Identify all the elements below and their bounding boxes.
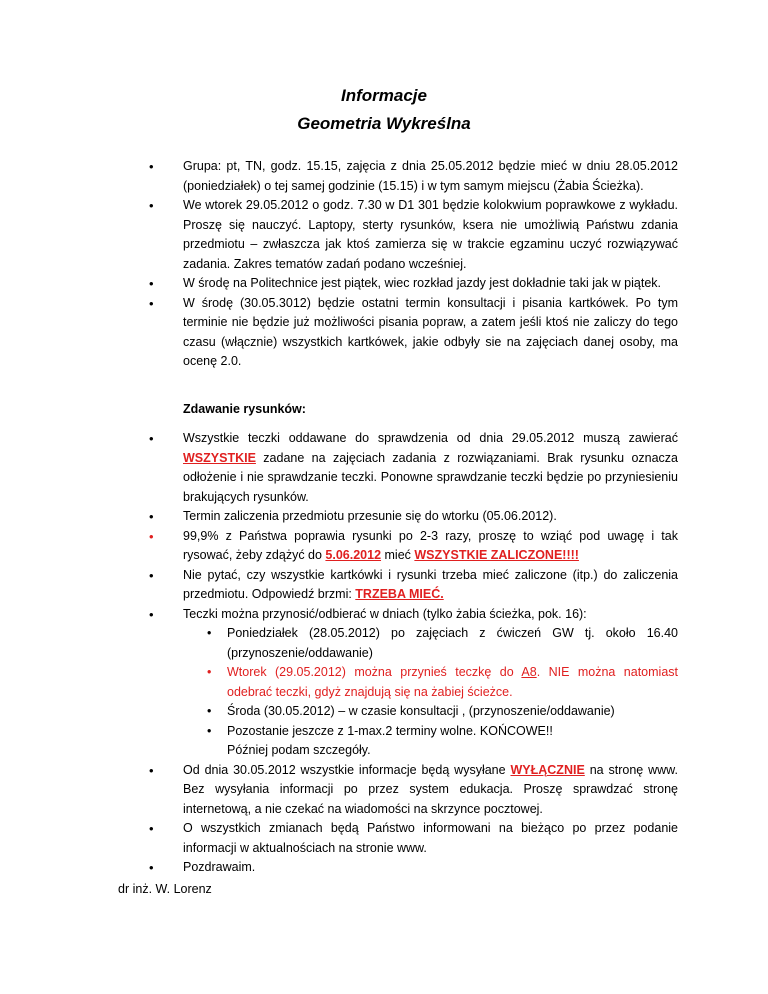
highlight-text: WSZYSTKIE ZALICZONE!!!! — [414, 548, 579, 562]
list-item: • W środę na Politechnice jest piątek, wiec rozkład jazdy jest dokładnie taki jak w piątek. — [0, 274, 768, 294]
drawings-list — [0, 429, 768, 878]
highlight-text: TRZEBA MIEĆ. — [355, 587, 444, 601]
list-item: • Wszystkie teczki oddawane do sprawdzenia od dnia 29.05.2012 muszą zawierać WSZYSTKIE zadane na zajęciach zadania z rozwiązaniami. Brak rysunku oznacza odłożenie i nie sprawdzanie teczki. Ponowne sprawdzanie teczki będzie po przyniesieniu brakujących rysunków. — [0, 429, 768, 507]
highlight-text: WYŁĄCZNIE — [510, 762, 585, 777]
highlight-text: WSZYSTKIE — [183, 450, 256, 465]
sub-list — [183, 624, 678, 761]
sub-list-item: • Pozostanie jeszcze z 1-max.2 terminy wolne. KOŃCOWE!! Później podam szczegóły. — [183, 722, 678, 761]
page-subtitle: Geometria Wykreślna — [297, 114, 471, 133]
signature: dr inż. W. Lorenz — [118, 882, 212, 896]
sub-list-item: • Środa (30.05.2012) – w czasie konsultacji , (przynoszenie/oddawanie) — [183, 702, 678, 722]
sub-list-item: • Poniedziałek (28.05.2012) po zajęciach z ćwiczeń GW tj. około 16.40 (przynoszenie/oddawanie) — [183, 624, 678, 663]
list-item: • Pozdrawaim. — [0, 858, 768, 878]
list-item: • Grupa: pt, TN, godz. 15.15, zajęcia z dnia 25.05.2012 będzie mieć w dniu 28.05.2012 (poniedziałek) o tej samej godzinie (15.15) i w tym samym miejscu (Żabia Ścieżka). — [0, 157, 768, 196]
list-item: • Od dnia 30.05.2012 wszystkie informacje będą wysyłane WYŁĄCZNIE na stronę www. Bez wysyłania informacji po przez system edukacja. Proszę sprawdzać stronę internetową, a nie czekać na wiadomości na skrzynce pocztowej. — [0, 761, 768, 820]
list-item: • O wszystkich zmianach będą Państwo informowani na bieżąco po przez podanie informacji w aktualnościach na stronie www. — [0, 819, 768, 858]
list-item: • We wtorek 29.05.2012 o godz. 7.30 w D1 301 będzie kolokwium poprawkowe z wykładu. Proszę się nauczyć. Laptopy, sterty rysunków, ksera nie umożliwią Państwu zdania przedmiotu – zwłaszcza jak ktoś zamierza się w trakcie egzaminu uczyć rozwiązywać zadania. Zakres tematów zadań podano wcześniej. — [0, 196, 768, 274]
list-item: • W środę (30.05.3012) będzie ostatni termin konsultacji i pisania kartkówek. Po tym terminie nie będzie już możliwości pisania popraw, a zatem jeśli ktoś nie zaliczy do tego czasu (włącznie) wszystkich kartkówek, jakie odbyły sie na zajęciach danej osoby, ma ocenę 2.0. — [0, 294, 768, 372]
list-item: • Teczki można przynosić/odbierać w dniach (tylko żabia ścieżka, pok. 16): • Poniedziałek (28.05.2012) po zajęciach z ćwiczeń GW tj. około 16.40 (przynoszenie/oddawanie) • Wtorek (29.05.2012) można przynieś teczkę do A8. NIE można natomiast odebrać teczki, gdyż znajdują się na żabiej ścieżce. • Środa (30.05.2012) – w czasie konsultacji , (przynoszenie/oddawanie) • Pozostanie jeszcze z 1-max.2 terminy wolne. KOŃCOWE!! Później podam szczegóły. — [0, 605, 768, 761]
section-heading: Zdawanie rysunków: — [183, 402, 306, 416]
list-item: • 99,9% z Państwa poprawia rysunki po 2-3 razy, proszę to wziąć pod uwagę i tak rysować, żeby zdążyć do 5.06.2012 mieć WSZYSTKIE ZALICZONE!!!! — [0, 527, 768, 566]
highlight-text: 5.06.2012 — [325, 548, 382, 562]
sub-list-item: • Wtorek (29.05.2012) można przynieś teczkę do A8. NIE można natomiast odebrać teczki, gdyż znajdują się na żabiej ścieżce. — [183, 663, 678, 702]
page-title: Informacje — [341, 86, 427, 105]
info-list — [0, 157, 768, 372]
list-item: • Nie pytać, czy wszystkie kartkówki i rysunki trzeba mieć zaliczone (itp.) do zaliczenia przedmiotu. Odpowiedź brzmi: TRZEBA MIEĆ. — [0, 566, 768, 605]
list-item: • Termin zaliczenia przedmiotu przesunie się do wtorku (05.06.2012). — [0, 507, 768, 527]
